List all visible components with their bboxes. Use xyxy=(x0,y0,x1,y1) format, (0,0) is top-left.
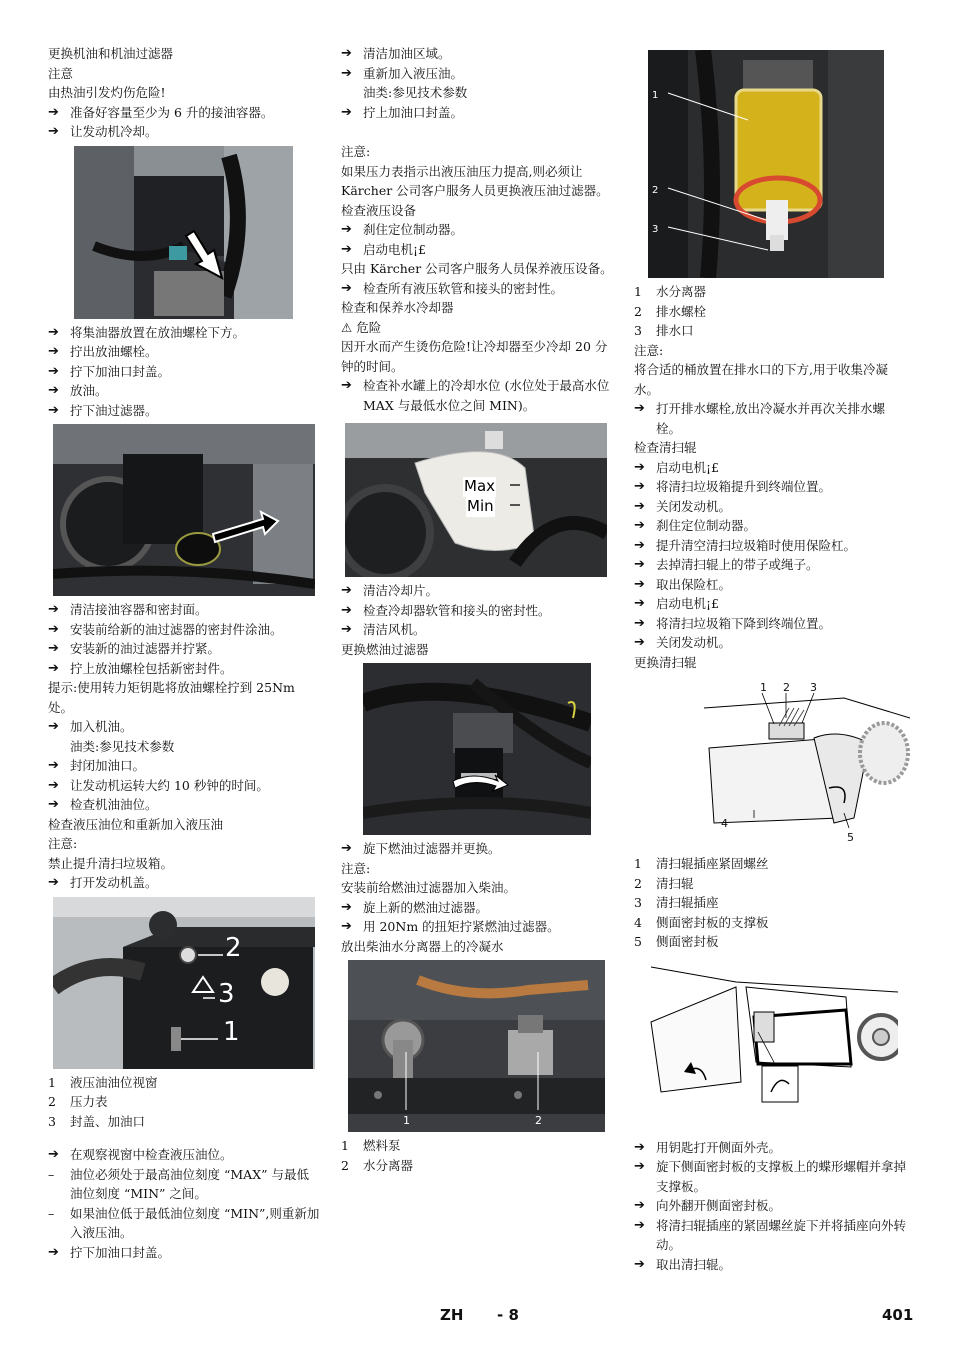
callout-1: 1 xyxy=(403,1114,410,1127)
arrow-right-icon: ➔ xyxy=(341,899,352,915)
arrow-right-icon: ➔ xyxy=(341,65,352,81)
arrow-right-icon: ➔ xyxy=(341,46,352,61)
note-text: 将合适的桶放置在排水口的下方,用于收集冷凝水。 xyxy=(634,362,888,397)
section-title-replace-roller: 更换清扫辊 xyxy=(634,654,697,670)
arrow-right-icon: ➔ xyxy=(634,635,645,650)
arrow-right-icon: ➔ xyxy=(634,1198,645,1213)
step-item: ➔ 拧上放油螺栓包括新密封件。 xyxy=(48,659,320,679)
step-item: ➔ 拧下加油口封盖。 xyxy=(48,1243,320,1263)
dash-item: – 油位必须处于最高油位刻度 “MAX” 与最低油位刻度 “MIN” 之间。 xyxy=(48,1166,309,1201)
step-item: ➔ 用钥匙打开侧面外壳。 xyxy=(634,1138,906,1158)
arrow-right-icon: ➔ xyxy=(634,459,645,475)
arrow-right-icon: ➔ xyxy=(48,797,59,812)
arrow-right-icon: ➔ xyxy=(634,557,645,572)
step-item: ➔ 旋上新的燃油过滤器。 xyxy=(341,898,615,918)
step-item: ➔ 清洁加油区域。 xyxy=(341,44,615,64)
arrow-right-icon: ➔ xyxy=(48,758,59,773)
column-left xyxy=(48,44,320,1262)
dash-item: – 如果油位低于最低油位刻度 “MIN”,则重新加入液压油。 xyxy=(48,1205,320,1240)
legend-item: 3 清扫辊插座 xyxy=(634,895,719,910)
footer-page-number: - 8 xyxy=(497,1306,519,1324)
step-item: ➔ 刹住定位制动器。 xyxy=(341,220,615,240)
arrow-right-icon: ➔ xyxy=(48,875,59,890)
callout-2: 2 xyxy=(783,681,790,694)
arrow-right-icon: ➔ xyxy=(634,498,645,514)
arrow-right-icon: ➔ xyxy=(48,324,59,340)
step-item: ➔ 将清扫辊插座的紧固螺丝旋下并将插座向外转动。 xyxy=(634,1217,907,1252)
callout-2: 2 xyxy=(652,185,659,196)
arrow-right-icon: ➔ xyxy=(634,537,645,553)
legend-item: 2 排水螺栓 xyxy=(634,303,707,319)
arrow-right-icon: ➔ xyxy=(634,479,645,494)
arrow-right-icon: ➔ xyxy=(341,104,352,120)
arrow-right-icon: ➔ xyxy=(634,1217,645,1233)
step-item: ➔ 关闭发动机。 xyxy=(634,633,906,653)
arrow-right-icon: ➔ xyxy=(48,1244,59,1260)
step-item: ➔ 加入机油。 xyxy=(48,717,320,737)
legend-item: 5 侧面密封板 xyxy=(634,934,719,949)
arrow-right-icon: ➔ xyxy=(634,596,645,611)
callout-3: 3 xyxy=(218,978,235,1009)
legend-item: 1 液压油油位视窗 xyxy=(48,1074,158,1090)
section-title-hydraulic-oil: 检查液压油位和重新加入液压油 xyxy=(48,816,224,832)
step-item: ➔ 检查补水罐上的冷却水位 (水位处于最高水位 MAX 与最低水位之间 MIN)。 xyxy=(341,378,610,413)
hint-torque: 提示:使用转力矩钥匙将放油螺栓拧到 25Nm 处。 xyxy=(48,680,295,715)
step-item: ➔ 启动电机¡£ xyxy=(341,240,615,260)
step-item: ➔ 封闭加油口。 xyxy=(48,756,320,776)
arrow-right-icon: ➔ xyxy=(341,280,352,296)
arrow-right-icon: ➔ xyxy=(341,919,352,934)
callout-1: 1 xyxy=(652,90,659,101)
step-item: ➔ 让发动机运转大约 10 秒钟的时间。 xyxy=(48,776,320,796)
warning-hot-oil: 由热油引发灼伤危险! xyxy=(48,85,166,100)
step-item: ➔ 旋下侧面密封板的支撑板上的蝶形螺帽并拿掉支撑板。 xyxy=(634,1159,907,1194)
step-item: ➔ 放油。 xyxy=(48,381,320,401)
section-title-check-roller: 检查清扫辊 xyxy=(634,440,697,455)
legend-item: 3 封盖、加油口 xyxy=(48,1113,146,1129)
arrow-right-icon: ➔ xyxy=(48,602,59,617)
service-note: 只由 Kärcher 公司客户服务人员保养液压设备。 xyxy=(341,261,613,276)
arrow-right-icon: ➔ xyxy=(634,1256,645,1272)
step-item: ➔ 去掉清扫辊上的带子或绳子。 xyxy=(634,555,906,575)
step-item: ➔ 关闭发动机。 xyxy=(634,497,906,517)
arrow-right-icon: ➔ xyxy=(48,344,59,359)
arrow-right-icon: ➔ xyxy=(634,518,645,533)
dash-bullet: – xyxy=(48,1205,55,1221)
callout-2: 2 xyxy=(535,1114,542,1127)
note-text: 如果压力表指示出液压油压力提高,则必须让 Kärcher 公司客户服务人员更换液压油过滤器。 xyxy=(341,163,609,198)
photo-hydraulic-tank xyxy=(53,897,315,1069)
step-item: ➔ 打开发动机盖。 xyxy=(48,873,320,893)
step-item: ➔ 在观察视窗中检查液压油位。 xyxy=(48,1145,320,1165)
note-label: 注意: xyxy=(48,836,78,851)
legend-item: 1 水分离器 xyxy=(634,284,707,299)
arrow-right-icon: ➔ xyxy=(48,104,59,120)
step-item: ➔ 将清扫垃圾箱下降到终端位置。 xyxy=(634,614,906,634)
legend-item: 2 水分离器 xyxy=(341,1157,414,1173)
step-item: ➔ 启动电机¡£ xyxy=(634,594,906,614)
step-item: ➔ 向外翻开侧面密封板。 xyxy=(634,1196,906,1216)
step-item: ➔ 重新加入液压油。 xyxy=(341,64,615,84)
diagram-side-cover xyxy=(646,962,898,1134)
max-label: Max xyxy=(464,477,496,495)
note-label: 注意: xyxy=(634,342,664,358)
photo-coolant-tank xyxy=(345,423,607,577)
step-item: ➔ 将集油器放置在放油螺栓下方。 xyxy=(48,323,320,343)
column-middle xyxy=(341,44,615,1175)
arrow-right-icon: ➔ xyxy=(341,241,352,257)
arrow-right-icon: ➔ xyxy=(634,1139,645,1155)
photo-oil-filter xyxy=(53,424,315,596)
arrow-right-icon: ➔ xyxy=(341,583,352,598)
photo-fuel-pump xyxy=(348,960,605,1132)
photo-fuel-filter xyxy=(363,663,591,835)
section-title-cooler: 检查和保养水冷却器 xyxy=(341,300,454,315)
step-item: ➔ 启动电机¡£ xyxy=(634,458,906,478)
step-item: ➔ 用 20Nm 的扭矩拧紧燃油过滤器。 xyxy=(341,917,615,937)
oil-type-ref: 油类:参见技术参数 xyxy=(363,85,468,100)
note-label: 注意 xyxy=(48,65,74,81)
section-title-drain-water: 放出柴油水分离器上的冷凝水 xyxy=(341,938,504,954)
step-item: ➔ 清洁冷却片。 xyxy=(341,581,615,601)
photo-oil-drain xyxy=(74,146,293,319)
arrow-right-icon: ➔ xyxy=(634,615,645,631)
arrow-right-icon: ➔ xyxy=(48,660,59,676)
step-item: ➔ 取出保险杠。 xyxy=(634,575,906,595)
legend-item: 1 清扫辊插座紧固螺丝 xyxy=(634,856,769,871)
callout-1: 1 xyxy=(223,1016,240,1047)
danger-text: 因开水而产生烫伤危险!让冷却器至少冷却 20 分钟的时间。 xyxy=(341,339,608,374)
arrow-right-icon: ➔ xyxy=(48,363,59,379)
step-item: ➔ 拧下油过滤器。 xyxy=(48,401,320,421)
legend-item: 2 压力表 xyxy=(48,1094,108,1109)
danger-heading: ⚠ 危险 xyxy=(341,319,382,335)
step-item: ➔ 检查所有液压软管和接头的密封性。 xyxy=(341,279,615,299)
callout-4: 4 xyxy=(721,817,728,830)
step-item: ➔ 让发动机冷却。 xyxy=(48,122,320,142)
arrow-right-icon: ➔ xyxy=(634,401,645,416)
arrow-right-icon: ➔ xyxy=(341,378,352,393)
oil-type-ref: 油类:参见技术参数 xyxy=(70,738,175,754)
dash-bullet: – xyxy=(48,1166,55,1182)
warning-triangle-icon: ⚠ xyxy=(341,319,353,335)
step-item: ➔ 将清扫垃圾箱提升到终端位置。 xyxy=(634,477,906,497)
arrow-right-icon: ➔ xyxy=(341,622,352,637)
legend-item: 1 燃料泵 xyxy=(341,1138,401,1153)
section-title-fuel-filter: 更换燃油过滤器 xyxy=(341,641,429,657)
step-item: ➔ 刹住定位制动器。 xyxy=(634,516,906,536)
callout-1: 1 xyxy=(760,681,767,694)
arrow-right-icon: ➔ xyxy=(634,1159,645,1174)
callout-3: 3 xyxy=(652,224,659,235)
min-label: Min xyxy=(467,497,494,515)
step-item: ➔ 检查冷却器软管和接头的密封性。 xyxy=(341,601,615,621)
section-title-oil-change: 更换机油和机油过滤器 xyxy=(48,46,174,61)
diagram-roller-assembly xyxy=(694,678,910,850)
step-item: ➔ 打开排水螺栓,放出冷凝水并再次关排水螺栓。 xyxy=(634,401,885,436)
legend-item: 2 清扫辊 xyxy=(634,875,694,891)
arrow-right-icon: ➔ xyxy=(341,841,352,856)
arrow-right-icon: ➔ xyxy=(48,621,59,637)
arrow-right-icon: ➔ xyxy=(634,576,645,592)
column-right xyxy=(634,44,906,1274)
note-text: 安装前给燃油过滤器加入柴油。 xyxy=(341,880,517,895)
note-text: 禁止提升清扫垃圾箱。 xyxy=(48,855,174,871)
section-title-hydraulic-check: 检查液压设备 xyxy=(341,202,417,218)
footer-total-page: 401 xyxy=(882,1306,914,1324)
arrow-right-icon: ➔ xyxy=(48,1147,59,1162)
note-label: 注意: xyxy=(341,860,371,876)
legend-item: 3 排水口 xyxy=(634,323,694,338)
step-item: ➔ 取出清扫辊。 xyxy=(634,1255,906,1275)
note-label: 注意: xyxy=(341,144,371,159)
callout-5: 5 xyxy=(847,831,854,844)
arrow-right-icon: ➔ xyxy=(48,124,59,139)
arrow-right-icon: ➔ xyxy=(48,641,59,656)
step-item: ➔ 检查机油油位。 xyxy=(48,795,320,815)
step-item: ➔ 安装前给新的油过滤器的密封件涂油。 xyxy=(48,620,320,640)
arrow-right-icon: ➔ xyxy=(48,383,59,398)
step-item: ➔ 清洁风机。 xyxy=(341,620,615,640)
arrow-right-icon: ➔ xyxy=(48,402,59,418)
step-item: ➔ 提升清空清扫垃圾箱时使用保险杠。 xyxy=(634,536,906,556)
arrow-right-icon: ➔ xyxy=(341,602,352,618)
arrow-right-icon: ➔ xyxy=(48,719,59,734)
step-item: ➔ 安装新的油过滤器并拧紧。 xyxy=(48,639,320,659)
step-item: ➔ 旋下燃油过滤器并更换。 xyxy=(341,839,615,859)
photo-water-separator xyxy=(648,50,884,278)
footer-language: ZH xyxy=(440,1306,464,1324)
step-item: ➔ 拧下加油口封盖。 xyxy=(48,362,320,382)
step-item: ➔ 拧上加油口封盖。 xyxy=(341,103,615,123)
step-item: ➔ 清洁接油容器和密封面。 xyxy=(48,600,320,620)
legend-item: 4 侧面密封板的支撑板 xyxy=(634,914,769,930)
callout-2: 2 xyxy=(225,932,242,963)
step-item: ➔ 准备好容量至少为 6 升的接油容器。 xyxy=(48,103,320,123)
step-item: ➔ 拧出放油螺栓。 xyxy=(48,342,320,362)
arrow-right-icon: ➔ xyxy=(341,222,352,237)
callout-3: 3 xyxy=(810,681,817,694)
arrow-right-icon: ➔ xyxy=(48,777,59,793)
